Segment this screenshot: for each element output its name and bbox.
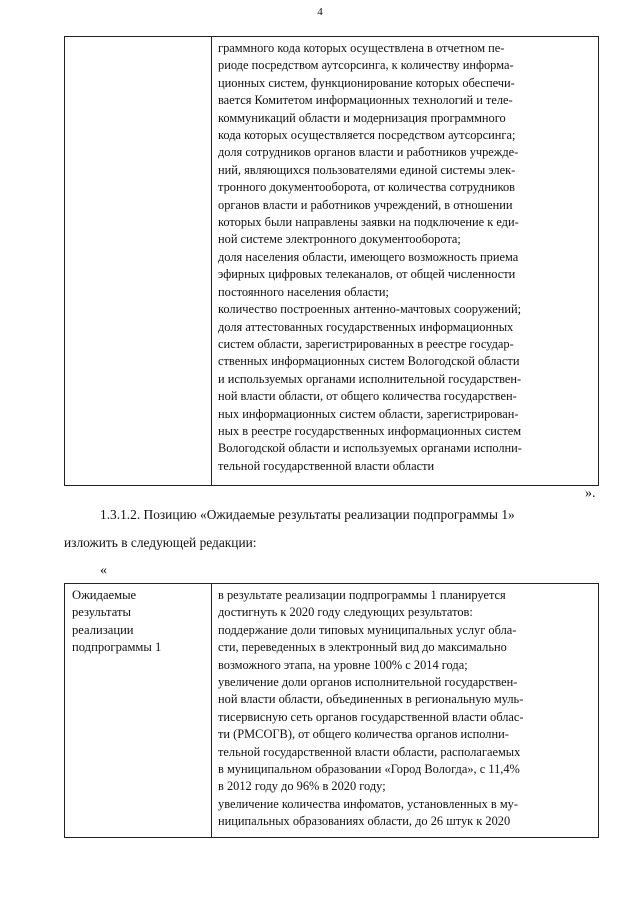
text-line: сти, переведенных в электронный вид до максимально: [218, 640, 507, 655]
text-line: доля сотрудников органов власти и работников учрежде-: [218, 145, 519, 160]
text-line: Вологодской области и используемых органами исполни-: [218, 441, 522, 456]
text-line: ственных информационных систем Вологодской области: [218, 354, 520, 369]
table-cell-content: [212, 584, 599, 838]
table-cell-content: [212, 37, 599, 486]
opening-quote: «: [100, 563, 107, 578]
table-cell-label: [65, 584, 212, 838]
text-line: граммного кода которых осуществлена в отчетном пе-: [218, 41, 505, 55]
text-line: в муниципальном образовании «Город Вологда», с 11,4%: [218, 762, 520, 777]
table-cell-label-text: [65, 37, 211, 40]
text-line: ний, являющихся пользователями единой системы элек-: [218, 162, 516, 177]
expected-results-table: [64, 583, 599, 838]
text-line: доля аттестованных государственных информационных: [218, 319, 514, 334]
text-line: ных информационных систем области, зарегистрирован-: [218, 406, 519, 421]
page-number: 4: [317, 6, 323, 18]
text-line: возможного этапа, на уровне 100% с 2014 года;: [218, 657, 468, 672]
text-line: ной власти области, объединенных в региональную муль-: [218, 692, 524, 707]
text-line: ти (РМСОГВ), от общего количества органов исполни-: [218, 727, 509, 742]
text-line: коммуникаций области и модернизация программного: [218, 110, 506, 125]
table-row: [65, 37, 599, 486]
table-cell-content-text: [212, 37, 598, 475]
text-line: которых были направлены заявки на подключение к еди-: [218, 215, 519, 230]
text-line: ниципальных образованиях области, до 26 штук к 2020: [218, 814, 511, 829]
text-line: ной власти области, от общего количества государствен-: [218, 389, 517, 404]
text-line: увеличение количества инфоматов, установленных в му-: [218, 796, 518, 811]
table-cell-label: [65, 37, 212, 486]
text-line: ной системе электронного документооборота;: [218, 232, 461, 247]
text-line: риоде посредством аутсорсинга, к количеству информа-: [218, 58, 514, 73]
text-line: реализации: [72, 622, 134, 637]
text-line: увеличение доли органов исполнительной государствен-: [218, 675, 518, 690]
text-line: результаты: [72, 605, 131, 620]
text-line: кода которых осуществляется посредством аутсорсинга;: [218, 128, 516, 143]
table-cell-label-text: [65, 584, 211, 657]
text-line: тронного документооборота, от количества сотрудников: [218, 180, 516, 195]
text-line: достигнуть к 2020 году следующих результатов:: [218, 605, 473, 620]
table-cell-content-text: [212, 584, 598, 831]
text-line: количество построенных антенно-мачтовых сооружений;: [218, 302, 522, 317]
text-line: доля населения области, имеющего возможность приема: [218, 249, 519, 264]
text-line: тельной государственной власти области, располагаемых: [218, 744, 521, 759]
text-line: в 2012 году до 96% в 2020 году;: [218, 779, 386, 794]
text-line: органов власти и работников учреждений, в отношении: [218, 197, 513, 212]
text-line: постоянного населения области;: [218, 284, 389, 299]
closing-quote: ».: [585, 486, 596, 501]
text-line: систем области, зарегистрированных в реестре государ-: [218, 336, 514, 351]
text-line: эфирных цифровых телеканалов, от общей численности: [218, 267, 516, 282]
indicators-table-continued: [64, 36, 599, 486]
text-line: Ожидаемые: [72, 588, 137, 602]
text-line: в результате реализации подпрограммы 1 планируется: [218, 588, 506, 602]
text-line: тельной государственной власти области: [218, 458, 435, 473]
paragraph-line: 1.3.1.2. Позицию «Ожидаемые результаты реализации подпрограммы 1»: [100, 507, 515, 522]
text-line: поддержание доли типовых муниципальных услуг обла-: [218, 622, 517, 637]
text-line: ных в реестре государственных информационных систем: [218, 423, 522, 438]
text-line: и используемых органами исполнительной государствен-: [218, 371, 522, 386]
text-line: подпрограммы 1: [72, 640, 162, 655]
paragraph-line: изложить в следующей редакции:: [64, 535, 257, 550]
text-line: вается Комитетом информационных технологий и теле-: [218, 93, 513, 108]
text-line: тисервисную сеть органов государственной власти облас-: [218, 709, 524, 724]
text-line: ционных систем, функционирование которых обеспечи-: [218, 75, 515, 90]
table-row: [65, 584, 599, 838]
